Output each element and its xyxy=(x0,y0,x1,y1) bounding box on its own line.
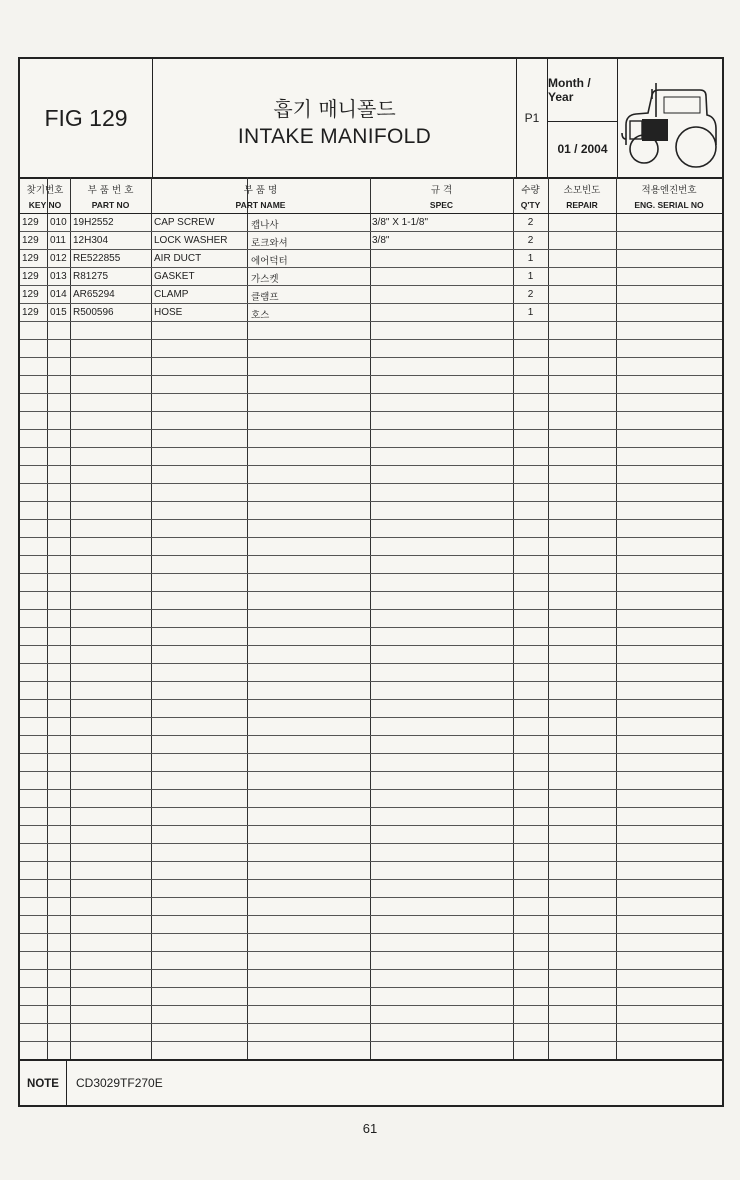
parts-table xyxy=(20,177,722,1059)
fig-no: 129 xyxy=(22,253,39,264)
parts-list-sheet xyxy=(18,57,724,1107)
note-label: NOTE xyxy=(20,1061,67,1107)
table-row xyxy=(20,286,722,304)
row-rule xyxy=(20,879,722,880)
part-no: 19H2552 xyxy=(73,217,114,228)
row-rule xyxy=(20,717,722,718)
col-part-no xyxy=(70,177,151,213)
col-eng-serial-kr: 적용엔진번호 xyxy=(641,185,697,196)
row-rule xyxy=(20,699,722,700)
fig-no: 129 xyxy=(22,271,39,282)
row-rule xyxy=(20,1005,722,1006)
row-rule xyxy=(20,681,722,682)
part-name-kr: 가스켓 xyxy=(251,274,279,285)
row-rule xyxy=(20,573,722,574)
col-repair-kr: 소모빈도 xyxy=(563,185,601,196)
part-no: 12H304 xyxy=(73,235,109,246)
row-rule xyxy=(20,375,722,376)
row-rule xyxy=(20,915,722,916)
page-number: 61 xyxy=(362,1121,378,1136)
col-spec-en: SPEC xyxy=(429,200,454,210)
col-eng-serial-en: ENG. SERIAL NO xyxy=(634,200,704,210)
row-rule xyxy=(20,429,722,430)
part-no: R500596 xyxy=(73,307,114,318)
col-part-name xyxy=(151,177,370,213)
col-key-no-kr: 찾기번호 xyxy=(26,185,64,196)
col-eng-serial xyxy=(616,177,722,213)
row-rule xyxy=(20,501,722,502)
qty: 2 xyxy=(527,289,534,300)
row-rule xyxy=(20,843,722,844)
row-rule xyxy=(20,627,722,628)
key-no: 011 xyxy=(50,235,66,246)
row-rule xyxy=(20,537,722,538)
tractor-icon xyxy=(618,59,722,177)
row-rule xyxy=(20,609,722,610)
qty: 1 xyxy=(527,253,534,264)
fig-no: 129 xyxy=(22,289,39,300)
table-row xyxy=(20,232,722,250)
col-key-no xyxy=(20,177,70,213)
title-korean: 흡기 매니폴드 xyxy=(273,97,396,121)
col-qty-kr: 수량 xyxy=(521,185,540,196)
part-name-kr: 클램프 xyxy=(251,292,279,303)
spec: 3/8" xyxy=(372,235,390,246)
row-rule xyxy=(20,987,722,988)
row-rule xyxy=(20,411,722,412)
col-spec xyxy=(370,177,513,213)
row-rule xyxy=(20,555,722,556)
row-rule xyxy=(20,789,722,790)
row-rule xyxy=(20,663,722,664)
month-year-value: 01 / 2004 xyxy=(557,142,608,156)
sheet-title xyxy=(153,59,517,177)
part-name-en: CAP SCREW xyxy=(154,217,215,228)
col-part-name-kr: 부 품 명 xyxy=(243,185,278,196)
row-rule xyxy=(20,483,722,484)
col-key-no-en: KEY NO xyxy=(28,200,62,210)
col-part-no-kr: 부 품 번 호 xyxy=(87,185,134,196)
table-row xyxy=(20,250,722,268)
key-no: 014 xyxy=(50,289,67,300)
qty: 2 xyxy=(527,217,534,228)
spec: 3/8" X 1-1/8" xyxy=(372,217,429,228)
page-code: P1 xyxy=(517,59,548,177)
row-rule xyxy=(20,753,722,754)
row-rule xyxy=(20,951,722,952)
sheet-header xyxy=(20,59,722,179)
row-rule xyxy=(20,645,722,646)
part-name-en: HOSE xyxy=(154,307,183,318)
part-name-en: AIR DUCT xyxy=(154,253,202,264)
row-rule xyxy=(20,1023,722,1024)
part-name-en: LOCK WASHER xyxy=(154,235,228,246)
col-repair-en: REPAIR xyxy=(566,200,598,210)
row-rule xyxy=(20,357,722,358)
row-rule xyxy=(20,861,722,862)
part-no: R81275 xyxy=(73,271,109,282)
part-no: AR65294 xyxy=(73,289,115,300)
part-name-kr: 캡나사 xyxy=(251,220,279,231)
row-rule xyxy=(20,969,722,970)
row-rule xyxy=(20,591,722,592)
row-rule xyxy=(20,339,722,340)
row-rule xyxy=(20,393,722,394)
key-no: 012 xyxy=(50,253,67,264)
part-name-kr: 에어덕터 xyxy=(251,256,288,267)
part-name-kr: 로크와셔 xyxy=(251,238,288,249)
fig-no: 129 xyxy=(22,217,39,228)
key-no: 013 xyxy=(50,271,67,282)
row-rule xyxy=(20,519,722,520)
part-name-kr: 호스 xyxy=(251,310,270,321)
note-value: CD3029TF270E xyxy=(76,1076,163,1090)
col-part-no-en: PART NO xyxy=(91,200,130,210)
part-name-en: GASKET xyxy=(154,271,195,282)
key-no: 015 xyxy=(50,307,67,318)
figure-number: FIG 129 xyxy=(20,59,153,177)
table-row xyxy=(20,214,722,232)
col-qty-en: Q'TY xyxy=(520,200,541,210)
col-repair xyxy=(548,177,616,213)
row-rule xyxy=(20,897,722,898)
month-year-box xyxy=(548,59,618,177)
part-no: RE522855 xyxy=(73,253,121,264)
table-row xyxy=(20,304,722,322)
qty: 1 xyxy=(527,271,534,282)
note-box xyxy=(20,1059,722,1107)
part-name-en: CLAMP xyxy=(154,289,189,300)
row-rule xyxy=(20,807,722,808)
qty: 1 xyxy=(527,307,534,318)
title-english: INTAKE MANIFOLD xyxy=(237,125,432,148)
col-part-name-en: PART NAME xyxy=(235,200,286,210)
row-rule xyxy=(20,825,722,826)
month-year-label: Month / Year xyxy=(548,59,617,122)
row-rule xyxy=(20,933,722,934)
row-rule xyxy=(20,1041,722,1042)
fig-no: 129 xyxy=(22,307,39,318)
key-no: 010 xyxy=(50,217,67,228)
row-rule xyxy=(20,771,722,772)
fig-no: 129 xyxy=(22,235,39,246)
col-spec-kr: 규 격 xyxy=(430,185,453,196)
row-rule xyxy=(20,447,722,448)
row-rule xyxy=(20,735,722,736)
row-rule xyxy=(20,465,722,466)
qty: 2 xyxy=(527,235,534,246)
table-row xyxy=(20,268,722,286)
col-qty xyxy=(513,177,548,213)
